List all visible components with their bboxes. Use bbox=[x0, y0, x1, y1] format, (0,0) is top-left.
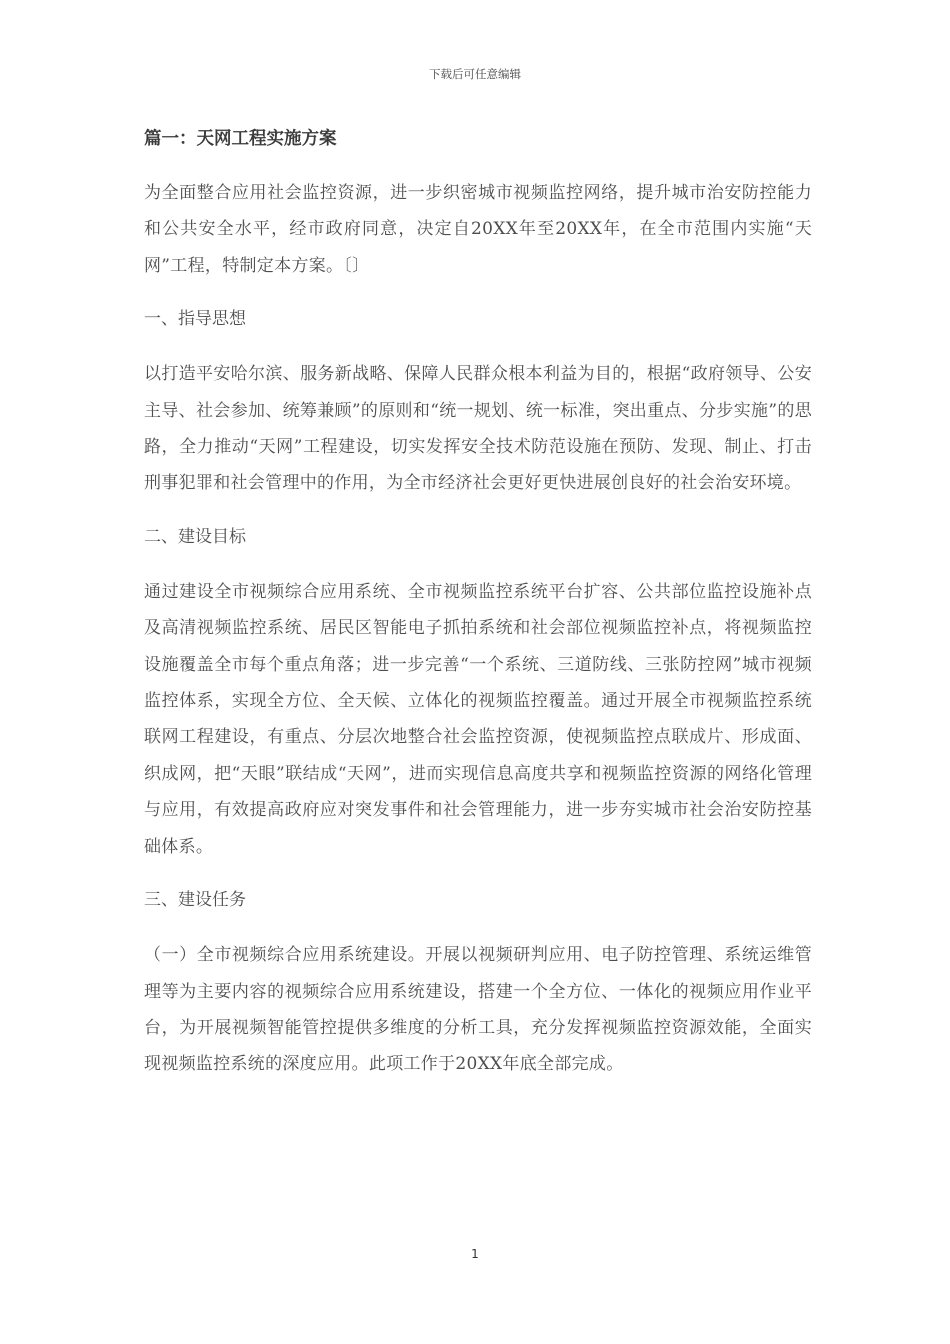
section-heading-construction-goals: 二、建设目标 bbox=[144, 526, 246, 547]
guiding-ideology-paragraph: 以打造平安哈尔滨、服务新战略、保障人民群众根本利益为目的，根据“政府领导、公安主导、社会参加、统筹兼顾”的原则和“统一规划、统一标准，突出重点、分步实施”的思路，全力推动“天网”工程建设，切实发挥安全技术防范设施在预防、发现、制止、打击刑事犯罪和社会管理中的作用，为全市经济社会更好更快进展创良好的社会治安环境。 bbox=[144, 364, 812, 494]
intro-paragraph: 为全面整合应用社会监控资源，进一步织密城市视频监控网络，提升城市治安防控能力和公共安全水平，经市政府同意，决定自20XX年至20XX年，在全市范围内实施“天网”工程，特制定本方案。〔〕 bbox=[144, 183, 812, 276]
document-title: 篇一：天网工程实施方案 bbox=[144, 129, 337, 149]
document-body bbox=[144, 125, 812, 1101]
page-number: 1 bbox=[471, 1247, 479, 1261]
section-heading-construction-tasks: 三、建设任务 bbox=[144, 890, 246, 911]
section-heading-guiding-ideology: 一、指导思想 bbox=[144, 309, 246, 330]
construction-tasks-paragraph: （一）全市视频综合应用系统建设。开展以视频研判应用、电子防控管理、系统运维管理等为主要内容的视频综合应用系统建设，搭建一个全方位、一体化的视频应用作业平台，为开展视频智能管控提供多维度的分析工具，充分发挥视频监控资源效能，全面实现视频监控系统的深度应用。此项工作于20XX年底全部完成。 bbox=[144, 945, 812, 1075]
construction-goals-paragraph: 通过建设全市视频综合应用系统、全市视频监控系统平台扩容、公共部位监控设施补点及高清视频监控系统、居民区智能电子抓拍系统和社会部位视频监控补点，将视频监控设施覆盖全市每个重点角落；进一步完善“一个系统、三道防线、三张防控网”城市视频监控体系，实现全方位、全天候、立体化的视频监控覆盖。通过开展全市视频监控系统联网工程建设，有重点、分层次地整合社会监控资源，使视频监控点联成片、形成面、织成网，把“天眼”联结成“天网”，进而实现信息高度共享和视频监控资源的网络化管理与应用，有效提高政府应对突发事件和社会管理能力，进一步夯实城市社会治安防控基础体系。 bbox=[144, 581, 812, 857]
header-note: 下载后可任意编辑 bbox=[429, 67, 521, 81]
